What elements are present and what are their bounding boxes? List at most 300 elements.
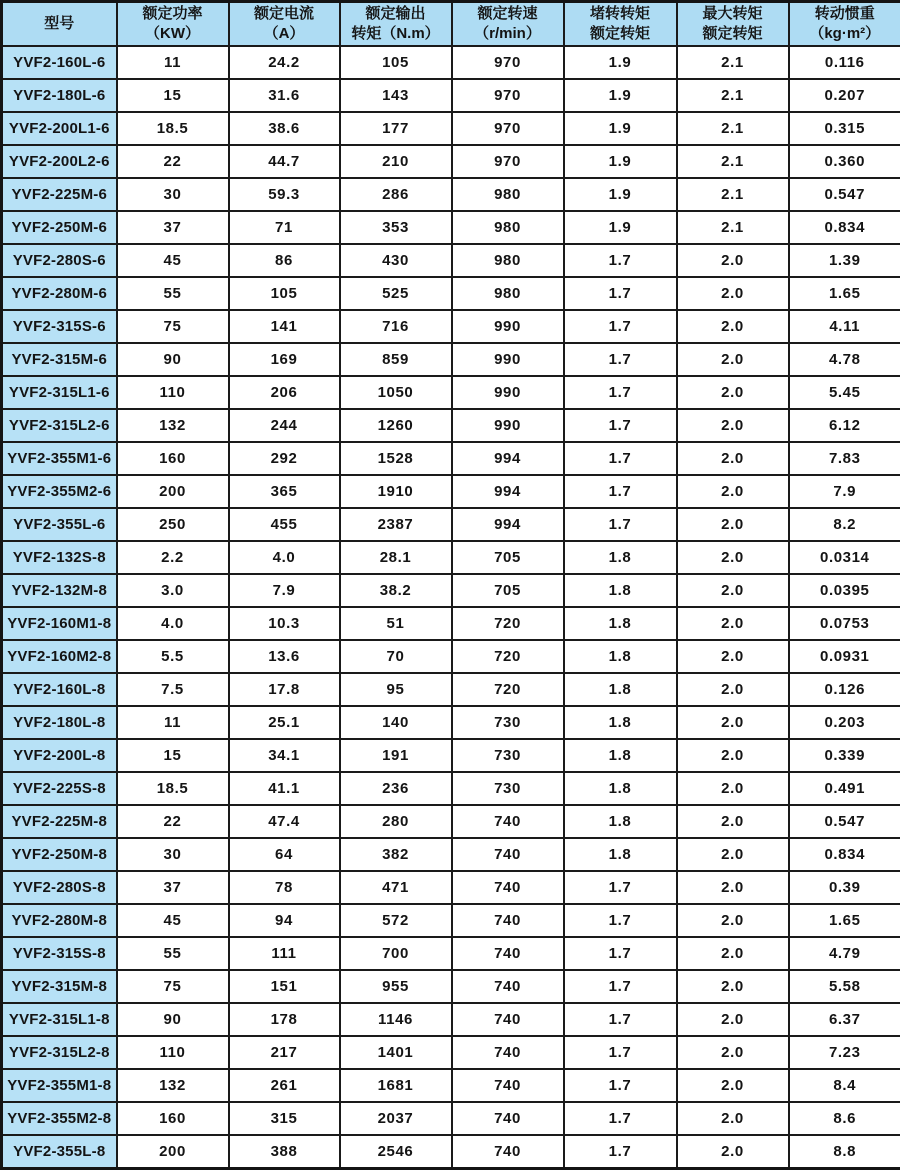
value-cell-speed: 705 <box>452 574 564 607</box>
value-cell-power: 132 <box>117 409 229 442</box>
value-cell-max_torque_ratio: 2.1 <box>677 112 789 145</box>
value-cell-current: 86 <box>229 244 340 277</box>
value-cell-max_torque_ratio: 2.0 <box>677 1003 789 1036</box>
value-cell-inertia: 1.39 <box>789 244 900 277</box>
value-cell-max_torque_ratio: 2.0 <box>677 277 789 310</box>
value-cell-power: 15 <box>117 79 229 112</box>
column-header-current <box>229 2 340 47</box>
value-cell-inertia: 0.0753 <box>789 607 900 640</box>
value-cell-power: 90 <box>117 1003 229 1036</box>
value-cell-max_torque_ratio: 2.0 <box>677 904 789 937</box>
value-cell-inertia: 8.6 <box>789 1102 900 1135</box>
table-row <box>2 838 900 871</box>
value-cell-speed: 970 <box>452 112 564 145</box>
value-cell-torque: 1146 <box>340 1003 452 1036</box>
value-cell-max_torque_ratio: 2.0 <box>677 871 789 904</box>
table-row <box>2 1102 900 1135</box>
value-cell-current: 388 <box>229 1135 340 1168</box>
value-cell-max_torque_ratio: 2.0 <box>677 1069 789 1102</box>
table-row <box>2 1036 900 1069</box>
table-row <box>2 442 900 475</box>
value-cell-locked_torque_ratio: 1.9 <box>564 145 677 178</box>
value-cell-speed: 990 <box>452 343 564 376</box>
model-cell: YVF2-355M1-6 <box>2 442 117 475</box>
value-cell-current: 47.4 <box>229 805 340 838</box>
model-cell: YVF2-250M-8 <box>2 838 117 871</box>
value-cell-locked_torque_ratio: 1.9 <box>564 112 677 145</box>
value-cell-inertia: 8.8 <box>789 1135 900 1168</box>
model-cell: YVF2-180L-8 <box>2 706 117 739</box>
value-cell-power: 30 <box>117 178 229 211</box>
value-cell-torque: 210 <box>340 145 452 178</box>
value-cell-power: 2.2 <box>117 541 229 574</box>
model-cell: YVF2-315L1-6 <box>2 376 117 409</box>
value-cell-max_torque_ratio: 2.0 <box>677 673 789 706</box>
value-cell-torque: 38.2 <box>340 574 452 607</box>
table-row <box>2 211 900 244</box>
value-cell-torque: 525 <box>340 277 452 310</box>
value-cell-current: 261 <box>229 1069 340 1102</box>
value-cell-speed: 740 <box>452 904 564 937</box>
model-cell: YVF2-250M-6 <box>2 211 117 244</box>
value-cell-current: 455 <box>229 508 340 541</box>
value-cell-max_torque_ratio: 2.1 <box>677 46 789 79</box>
value-cell-inertia: 1.65 <box>789 277 900 310</box>
value-cell-locked_torque_ratio: 1.7 <box>564 277 677 310</box>
value-cell-speed: 730 <box>452 706 564 739</box>
value-cell-inertia: 7.9 <box>789 475 900 508</box>
value-cell-torque: 286 <box>340 178 452 211</box>
model-cell: YVF2-132M-8 <box>2 574 117 607</box>
value-cell-locked_torque_ratio: 1.7 <box>564 1003 677 1036</box>
column-header-line: （KW） <box>118 24 228 44</box>
value-cell-power: 18.5 <box>117 112 229 145</box>
value-cell-max_torque_ratio: 2.0 <box>677 640 789 673</box>
value-cell-power: 3.0 <box>117 574 229 607</box>
model-cell: YVF2-280S-8 <box>2 871 117 904</box>
value-cell-torque: 716 <box>340 310 452 343</box>
table-row <box>2 640 900 673</box>
model-cell: YVF2-355L-8 <box>2 1135 117 1168</box>
table-row <box>2 409 900 442</box>
model-cell: YVF2-160L-8 <box>2 673 117 706</box>
value-cell-torque: 1910 <box>340 475 452 508</box>
value-cell-torque: 2546 <box>340 1135 452 1168</box>
model-cell: YVF2-280M-6 <box>2 277 117 310</box>
model-cell: YVF2-200L1-6 <box>2 112 117 145</box>
value-cell-locked_torque_ratio: 1.7 <box>564 310 677 343</box>
value-cell-current: 38.6 <box>229 112 340 145</box>
value-cell-inertia: 1.65 <box>789 904 900 937</box>
value-cell-current: 94 <box>229 904 340 937</box>
value-cell-max_torque_ratio: 2.0 <box>677 1036 789 1069</box>
table-row <box>2 178 900 211</box>
column-header-inertia <box>789 2 900 47</box>
value-cell-max_torque_ratio: 2.0 <box>677 508 789 541</box>
value-cell-power: 45 <box>117 904 229 937</box>
column-header-line: 转动惯重 <box>790 4 900 24</box>
value-cell-speed: 740 <box>452 1135 564 1168</box>
value-cell-torque: 430 <box>340 244 452 277</box>
value-cell-locked_torque_ratio: 1.8 <box>564 838 677 871</box>
value-cell-current: 217 <box>229 1036 340 1069</box>
value-cell-current: 17.8 <box>229 673 340 706</box>
value-cell-torque: 191 <box>340 739 452 772</box>
value-cell-torque: 859 <box>340 343 452 376</box>
value-cell-power: 132 <box>117 1069 229 1102</box>
model-cell: YVF2-225M-8 <box>2 805 117 838</box>
value-cell-speed: 740 <box>452 1003 564 1036</box>
column-header-line: 堵转转矩 <box>565 4 676 24</box>
table-row <box>2 739 900 772</box>
value-cell-inertia: 0.207 <box>789 79 900 112</box>
value-cell-torque: 51 <box>340 607 452 640</box>
value-cell-max_torque_ratio: 2.0 <box>677 442 789 475</box>
value-cell-locked_torque_ratio: 1.7 <box>564 904 677 937</box>
value-cell-locked_torque_ratio: 1.8 <box>564 574 677 607</box>
value-cell-power: 45 <box>117 244 229 277</box>
value-cell-power: 55 <box>117 937 229 970</box>
value-cell-torque: 1401 <box>340 1036 452 1069</box>
model-cell: YVF2-315L2-8 <box>2 1036 117 1069</box>
value-cell-locked_torque_ratio: 1.8 <box>564 706 677 739</box>
model-cell: YVF2-315L2-6 <box>2 409 117 442</box>
table-body <box>2 46 900 1168</box>
model-cell: YVF2-355M2-6 <box>2 475 117 508</box>
value-cell-max_torque_ratio: 2.1 <box>677 79 789 112</box>
value-cell-locked_torque_ratio: 1.7 <box>564 442 677 475</box>
value-cell-speed: 730 <box>452 739 564 772</box>
column-header-line: 转矩（N.m） <box>341 24 451 44</box>
value-cell-max_torque_ratio: 2.0 <box>677 1102 789 1135</box>
value-cell-current: 4.0 <box>229 541 340 574</box>
value-cell-speed: 970 <box>452 46 564 79</box>
value-cell-power: 55 <box>117 277 229 310</box>
value-cell-current: 71 <box>229 211 340 244</box>
value-cell-max_torque_ratio: 2.0 <box>677 541 789 574</box>
value-cell-max_torque_ratio: 2.0 <box>677 970 789 1003</box>
value-cell-torque: 700 <box>340 937 452 970</box>
table-row <box>2 46 900 79</box>
model-cell: YVF2-315M-6 <box>2 343 117 376</box>
value-cell-current: 244 <box>229 409 340 442</box>
value-cell-inertia: 5.58 <box>789 970 900 1003</box>
value-cell-speed: 730 <box>452 772 564 805</box>
column-header-line: 额定转矩 <box>565 24 676 44</box>
value-cell-power: 7.5 <box>117 673 229 706</box>
model-cell: YVF2-355M2-8 <box>2 1102 117 1135</box>
value-cell-speed: 720 <box>452 640 564 673</box>
column-header-line: 额定电流 <box>230 4 339 24</box>
table-row <box>2 541 900 574</box>
value-cell-locked_torque_ratio: 1.8 <box>564 739 677 772</box>
value-cell-current: 13.6 <box>229 640 340 673</box>
model-cell: YVF2-225M-6 <box>2 178 117 211</box>
value-cell-inertia: 0.339 <box>789 739 900 772</box>
value-cell-torque: 236 <box>340 772 452 805</box>
table-row <box>2 508 900 541</box>
model-cell: YVF2-160M2-8 <box>2 640 117 673</box>
value-cell-torque: 70 <box>340 640 452 673</box>
value-cell-current: 315 <box>229 1102 340 1135</box>
model-cell: YVF2-315L1-8 <box>2 1003 117 1036</box>
value-cell-locked_torque_ratio: 1.7 <box>564 508 677 541</box>
value-cell-max_torque_ratio: 2.1 <box>677 178 789 211</box>
model-cell: YVF2-280M-8 <box>2 904 117 937</box>
value-cell-max_torque_ratio: 2.0 <box>677 739 789 772</box>
column-header-locked_torque_ratio <box>564 2 677 47</box>
value-cell-current: 64 <box>229 838 340 871</box>
value-cell-power: 22 <box>117 145 229 178</box>
value-cell-power: 15 <box>117 739 229 772</box>
value-cell-locked_torque_ratio: 1.7 <box>564 244 677 277</box>
table-row <box>2 904 900 937</box>
value-cell-torque: 2387 <box>340 508 452 541</box>
value-cell-speed: 980 <box>452 211 564 244</box>
value-cell-locked_torque_ratio: 1.9 <box>564 79 677 112</box>
column-header-line: （kg·m²） <box>790 24 900 44</box>
value-cell-speed: 990 <box>452 409 564 442</box>
value-cell-current: 151 <box>229 970 340 1003</box>
value-cell-inertia: 4.11 <box>789 310 900 343</box>
table-row <box>2 937 900 970</box>
value-cell-inertia: 0.116 <box>789 46 900 79</box>
model-cell: YVF2-132S-8 <box>2 541 117 574</box>
value-cell-current: 7.9 <box>229 574 340 607</box>
value-cell-torque: 1260 <box>340 409 452 442</box>
value-cell-speed: 970 <box>452 145 564 178</box>
model-cell: YVF2-225S-8 <box>2 772 117 805</box>
value-cell-power: 37 <box>117 211 229 244</box>
value-cell-torque: 177 <box>340 112 452 145</box>
model-cell: YVF2-160M1-8 <box>2 607 117 640</box>
column-header-line: 额定输出 <box>341 4 451 24</box>
value-cell-locked_torque_ratio: 1.9 <box>564 211 677 244</box>
table-row <box>2 607 900 640</box>
column-header-line: （A） <box>230 24 339 44</box>
model-cell: YVF2-315S-6 <box>2 310 117 343</box>
column-header-line: 额定转矩 <box>678 24 788 44</box>
value-cell-locked_torque_ratio: 1.7 <box>564 1069 677 1102</box>
value-cell-inertia: 8.2 <box>789 508 900 541</box>
value-cell-max_torque_ratio: 2.1 <box>677 145 789 178</box>
value-cell-current: 78 <box>229 871 340 904</box>
value-cell-speed: 980 <box>452 178 564 211</box>
model-cell: YVF2-355L-6 <box>2 508 117 541</box>
value-cell-inertia: 7.83 <box>789 442 900 475</box>
value-cell-max_torque_ratio: 2.0 <box>677 244 789 277</box>
table-row <box>2 1135 900 1168</box>
value-cell-speed: 705 <box>452 541 564 574</box>
value-cell-max_torque_ratio: 2.0 <box>677 607 789 640</box>
value-cell-inertia: 6.37 <box>789 1003 900 1036</box>
value-cell-locked_torque_ratio: 1.9 <box>564 178 677 211</box>
value-cell-current: 10.3 <box>229 607 340 640</box>
value-cell-current: 105 <box>229 277 340 310</box>
model-cell: YVF2-280S-6 <box>2 244 117 277</box>
table-row <box>2 376 900 409</box>
value-cell-power: 200 <box>117 1135 229 1168</box>
value-cell-locked_torque_ratio: 1.7 <box>564 1102 677 1135</box>
model-cell: YVF2-200L-8 <box>2 739 117 772</box>
value-cell-power: 37 <box>117 871 229 904</box>
table-row <box>2 112 900 145</box>
value-cell-locked_torque_ratio: 1.7 <box>564 376 677 409</box>
value-cell-torque: 105 <box>340 46 452 79</box>
value-cell-torque: 140 <box>340 706 452 739</box>
table-row <box>2 1003 900 1036</box>
model-cell: YVF2-315S-8 <box>2 937 117 970</box>
value-cell-locked_torque_ratio: 1.7 <box>564 343 677 376</box>
value-cell-locked_torque_ratio: 1.7 <box>564 937 677 970</box>
value-cell-locked_torque_ratio: 1.7 <box>564 475 677 508</box>
table-row <box>2 145 900 178</box>
value-cell-locked_torque_ratio: 1.8 <box>564 673 677 706</box>
table-row <box>2 475 900 508</box>
model-cell: YVF2-160L-6 <box>2 46 117 79</box>
value-cell-torque: 143 <box>340 79 452 112</box>
table-row <box>2 79 900 112</box>
value-cell-inertia: 6.12 <box>789 409 900 442</box>
value-cell-speed: 994 <box>452 442 564 475</box>
value-cell-max_torque_ratio: 2.0 <box>677 343 789 376</box>
value-cell-power: 110 <box>117 1036 229 1069</box>
value-cell-torque: 572 <box>340 904 452 937</box>
value-cell-speed: 994 <box>452 508 564 541</box>
model-cell: YVF2-315M-8 <box>2 970 117 1003</box>
column-header-line: 额定转速 <box>453 4 563 24</box>
column-header-power <box>117 2 229 47</box>
value-cell-current: 59.3 <box>229 178 340 211</box>
value-cell-torque: 353 <box>340 211 452 244</box>
value-cell-speed: 740 <box>452 1036 564 1069</box>
value-cell-speed: 980 <box>452 244 564 277</box>
value-cell-current: 44.7 <box>229 145 340 178</box>
value-cell-current: 169 <box>229 343 340 376</box>
table-row <box>2 706 900 739</box>
value-cell-locked_torque_ratio: 1.7 <box>564 1135 677 1168</box>
value-cell-power: 250 <box>117 508 229 541</box>
value-cell-power: 90 <box>117 343 229 376</box>
value-cell-max_torque_ratio: 2.0 <box>677 310 789 343</box>
value-cell-locked_torque_ratio: 1.7 <box>564 1036 677 1069</box>
value-cell-torque: 471 <box>340 871 452 904</box>
value-cell-locked_torque_ratio: 1.7 <box>564 409 677 442</box>
value-cell-max_torque_ratio: 2.0 <box>677 1135 789 1168</box>
value-cell-speed: 740 <box>452 1102 564 1135</box>
value-cell-inertia: 4.79 <box>789 937 900 970</box>
value-cell-power: 160 <box>117 1102 229 1135</box>
value-cell-locked_torque_ratio: 1.8 <box>564 541 677 574</box>
value-cell-inertia: 0.834 <box>789 838 900 871</box>
value-cell-speed: 740 <box>452 937 564 970</box>
table-row <box>2 244 900 277</box>
value-cell-inertia: 0.834 <box>789 211 900 244</box>
value-cell-torque: 2037 <box>340 1102 452 1135</box>
value-cell-current: 141 <box>229 310 340 343</box>
value-cell-inertia: 0.315 <box>789 112 900 145</box>
value-cell-speed: 980 <box>452 277 564 310</box>
model-cell: YVF2-200L2-6 <box>2 145 117 178</box>
value-cell-inertia: 5.45 <box>789 376 900 409</box>
model-cell: YVF2-355M1-8 <box>2 1069 117 1102</box>
table-row <box>2 772 900 805</box>
value-cell-speed: 740 <box>452 871 564 904</box>
column-header-max_torque_ratio <box>677 2 789 47</box>
value-cell-current: 41.1 <box>229 772 340 805</box>
table-row <box>2 277 900 310</box>
value-cell-power: 110 <box>117 376 229 409</box>
value-cell-power: 200 <box>117 475 229 508</box>
value-cell-torque: 382 <box>340 838 452 871</box>
value-cell-current: 34.1 <box>229 739 340 772</box>
value-cell-inertia: 0.0931 <box>789 640 900 673</box>
value-cell-inertia: 0.491 <box>789 772 900 805</box>
value-cell-max_torque_ratio: 2.0 <box>677 838 789 871</box>
table-row <box>2 673 900 706</box>
value-cell-current: 24.2 <box>229 46 340 79</box>
value-cell-inertia: 0.547 <box>789 805 900 838</box>
value-cell-power: 75 <box>117 970 229 1003</box>
column-header-line: 型号 <box>3 14 116 34</box>
value-cell-max_torque_ratio: 2.1 <box>677 211 789 244</box>
value-cell-locked_torque_ratio: 1.7 <box>564 970 677 1003</box>
value-cell-inertia: 0.547 <box>789 178 900 211</box>
column-header-line: 额定功率 <box>118 4 228 24</box>
value-cell-max_torque_ratio: 2.0 <box>677 376 789 409</box>
value-cell-current: 365 <box>229 475 340 508</box>
value-cell-torque: 955 <box>340 970 452 1003</box>
value-cell-inertia: 0.360 <box>789 145 900 178</box>
value-cell-locked_torque_ratio: 1.9 <box>564 46 677 79</box>
value-cell-inertia: 0.0314 <box>789 541 900 574</box>
value-cell-speed: 740 <box>452 838 564 871</box>
table-row <box>2 970 900 1003</box>
value-cell-max_torque_ratio: 2.0 <box>677 772 789 805</box>
column-header-line: 最大转矩 <box>678 4 788 24</box>
value-cell-max_torque_ratio: 2.0 <box>677 805 789 838</box>
value-cell-power: 160 <box>117 442 229 475</box>
value-cell-current: 178 <box>229 1003 340 1036</box>
table-row <box>2 574 900 607</box>
value-cell-current: 206 <box>229 376 340 409</box>
value-cell-max_torque_ratio: 2.0 <box>677 706 789 739</box>
value-cell-max_torque_ratio: 2.0 <box>677 574 789 607</box>
table-header <box>2 2 900 47</box>
column-header-torque <box>340 2 452 47</box>
value-cell-inertia: 0.0395 <box>789 574 900 607</box>
value-cell-max_torque_ratio: 2.0 <box>677 937 789 970</box>
value-cell-speed: 740 <box>452 970 564 1003</box>
value-cell-torque: 280 <box>340 805 452 838</box>
table-row <box>2 805 900 838</box>
value-cell-inertia: 0.39 <box>789 871 900 904</box>
value-cell-inertia: 0.203 <box>789 706 900 739</box>
column-header-model <box>2 2 117 47</box>
value-cell-speed: 740 <box>452 805 564 838</box>
column-header-line: （r/min） <box>453 24 563 44</box>
value-cell-current: 25.1 <box>229 706 340 739</box>
table-row <box>2 1069 900 1102</box>
value-cell-torque: 1681 <box>340 1069 452 1102</box>
value-cell-current: 31.6 <box>229 79 340 112</box>
table-row <box>2 871 900 904</box>
value-cell-power: 4.0 <box>117 607 229 640</box>
value-cell-speed: 970 <box>452 79 564 112</box>
value-cell-current: 111 <box>229 937 340 970</box>
value-cell-power: 5.5 <box>117 640 229 673</box>
value-cell-current: 292 <box>229 442 340 475</box>
